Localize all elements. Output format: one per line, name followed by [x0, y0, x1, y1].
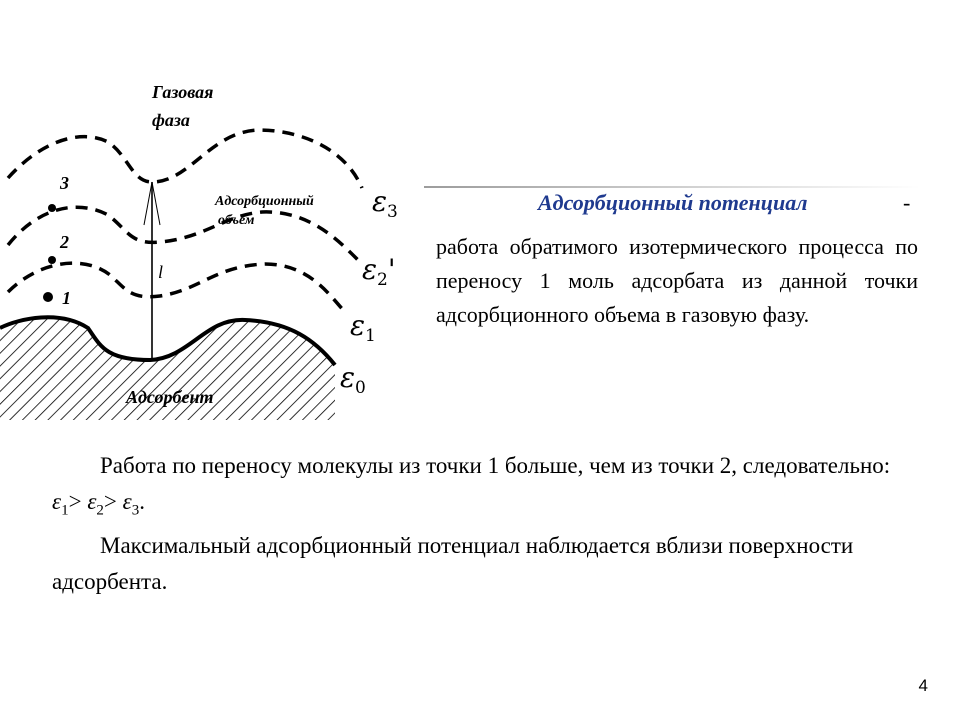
definition-rule	[424, 186, 920, 188]
definition-term: Адсорбционный потенциал	[538, 190, 808, 215]
arrow-left-edge	[144, 182, 152, 225]
arrow-right-edge	[152, 182, 160, 225]
epsilon-3-symbol: ε	[372, 185, 388, 218]
paragraph-comparison-text: Работа по переносу молекулы из точки 1 больше, чем из точки 2, следовательно:	[100, 453, 891, 478]
epsilon-2-symbol: ε	[362, 253, 378, 286]
epsilon-2-label	[362, 253, 396, 294]
point-3-dot	[48, 204, 56, 212]
point-2-label: 2	[60, 232, 69, 252]
definition-dash: -	[903, 190, 911, 215]
curve-epsilon-1	[8, 263, 345, 312]
page-number: 4	[918, 676, 928, 695]
adsorption-volume-label-2: объем	[218, 213, 255, 228]
epsilon-2-symbol-inline: ε	[87, 489, 97, 514]
paragraph-maximum: Максимальный адсорбционный потенциал наблюдается вблизи поверхности адсорбента.	[52, 533, 854, 594]
epsilon-2-sub: 2	[377, 270, 388, 290]
gas-phase-label-2: фаза	[152, 110, 190, 130]
point-2-dot	[48, 256, 56, 264]
adsorption-volume-label-1: Адсорбционный	[215, 194, 314, 209]
adsorption-potential-diagram	[0, 60, 420, 420]
definition-body: работа обратимого изотермического процесса по переносу 1 моль адсорбата из данной точки адсорбционного объема в газовую фазу.	[436, 234, 918, 327]
epsilon-3-label	[372, 185, 398, 226]
epsilon-0-sub: 0	[355, 378, 366, 398]
transfer-line-label: l	[158, 262, 164, 282]
point-1-label: 1	[62, 288, 71, 308]
adsorbent-label: Адсорбент	[126, 387, 214, 407]
gas-phase-label-1: Газовая	[152, 82, 214, 102]
epsilon-2-mark: '	[387, 253, 396, 286]
greater-than-1: >	[68, 489, 88, 514]
epsilon-0-label	[340, 361, 366, 402]
epsilon-3-sub: 3	[387, 202, 398, 222]
epsilon-1-symbol: ε	[350, 309, 366, 342]
epsilon-1-symbol-inline: ε	[52, 489, 62, 514]
point-3-label: 3	[60, 173, 69, 193]
paragraph-comparison-end: .	[139, 489, 145, 514]
epsilon-0-symbol: ε	[340, 361, 356, 394]
paragraph-comparison	[52, 448, 894, 529]
epsilon-1-sub-inline: 1	[61, 502, 69, 519]
epsilon-1-label	[350, 309, 376, 350]
point-1-dot	[43, 292, 53, 302]
greater-than-2: >	[103, 489, 123, 514]
epsilon-2-sub-inline: 2	[96, 502, 104, 519]
epsilon-1-sub: 1	[365, 326, 376, 346]
epsilon-3-symbol-inline: ε	[122, 489, 132, 514]
epsilon-3-sub-inline: 3	[131, 502, 140, 519]
